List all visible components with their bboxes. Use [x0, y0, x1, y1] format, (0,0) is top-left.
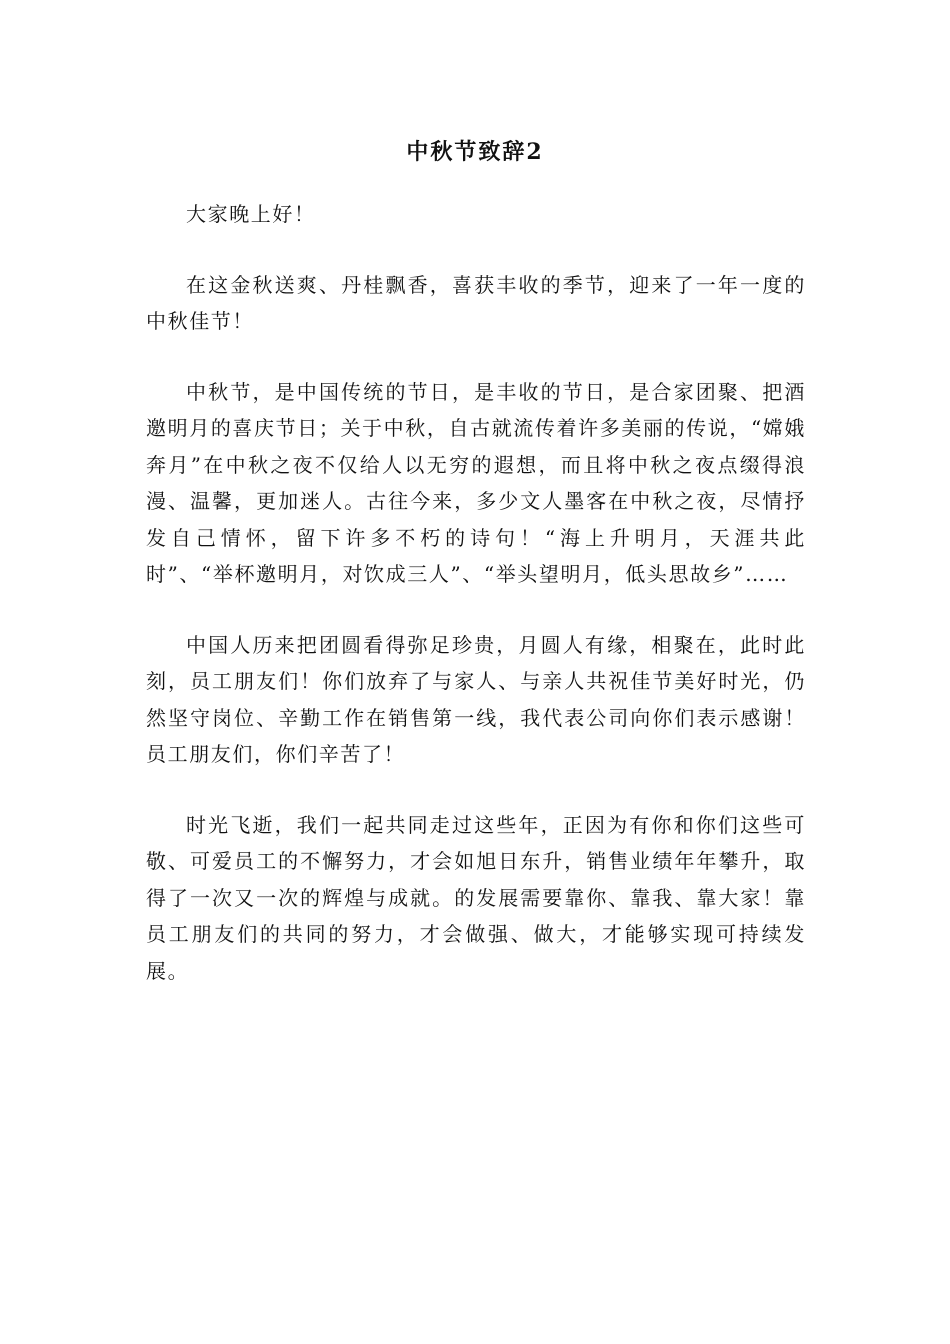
paragraph-festival-intro: 在这金秋送爽、丹桂飘香，喜获丰收的季节，迎来了一年一度的中秋佳节！ [146, 272, 806, 333]
paragraph-mid-autumn-tradition: 中秋节，是中国传统的节日，是丰收的节日，是合家团聚、把酒邀明月的喜庆节日；关于中秋，自古就流传着许多美丽的传说，“嫦娥奔月”在中秋之夜不仅给人以无穷的遐想，而且将中秋之夜点缀得浪漫、温馨，更加迷人。古往今来，多少文人墨客在中秋之夜，尽情抒发自己情怀，留下许多不朽的诗句！“海上升明月，天涯共此时”、“举杯邀明月，对饮成三人”、“举头望明月，低头思故乡”…… [146, 379, 806, 586]
document-body [146, 196, 806, 1023]
paragraph-company-growth: 时光飞逝，我们一起共同走过这些年，正因为有你和你们这些可敬、可爱员工的不懈努力，才会如旭日东升，销售业绩年年攀升，取得了一次又一次的辉煌与成就。的发展需要靠你、靠我、靠大家！靠员工朋友们的共同的努力，才会做强、做大，才能够实现可持续发展。 [146, 812, 806, 983]
paragraph-greeting: 大家晚上好！ [186, 202, 316, 226]
document-title: 中秋节致辞2 [406, 139, 544, 165]
paragraph-employee-thanks: 中国人历来把团圆看得弥足珍贵，月圆人有缘，相聚在，此时此刻，员工朋友们！你们放弃了与家人、与亲人共祝佳节美好时光，仍然坚守岗位、辛勤工作在销售第一线，我代表公司向你们表示感谢！员工朋友们，你们辛苦了！ [146, 632, 806, 766]
